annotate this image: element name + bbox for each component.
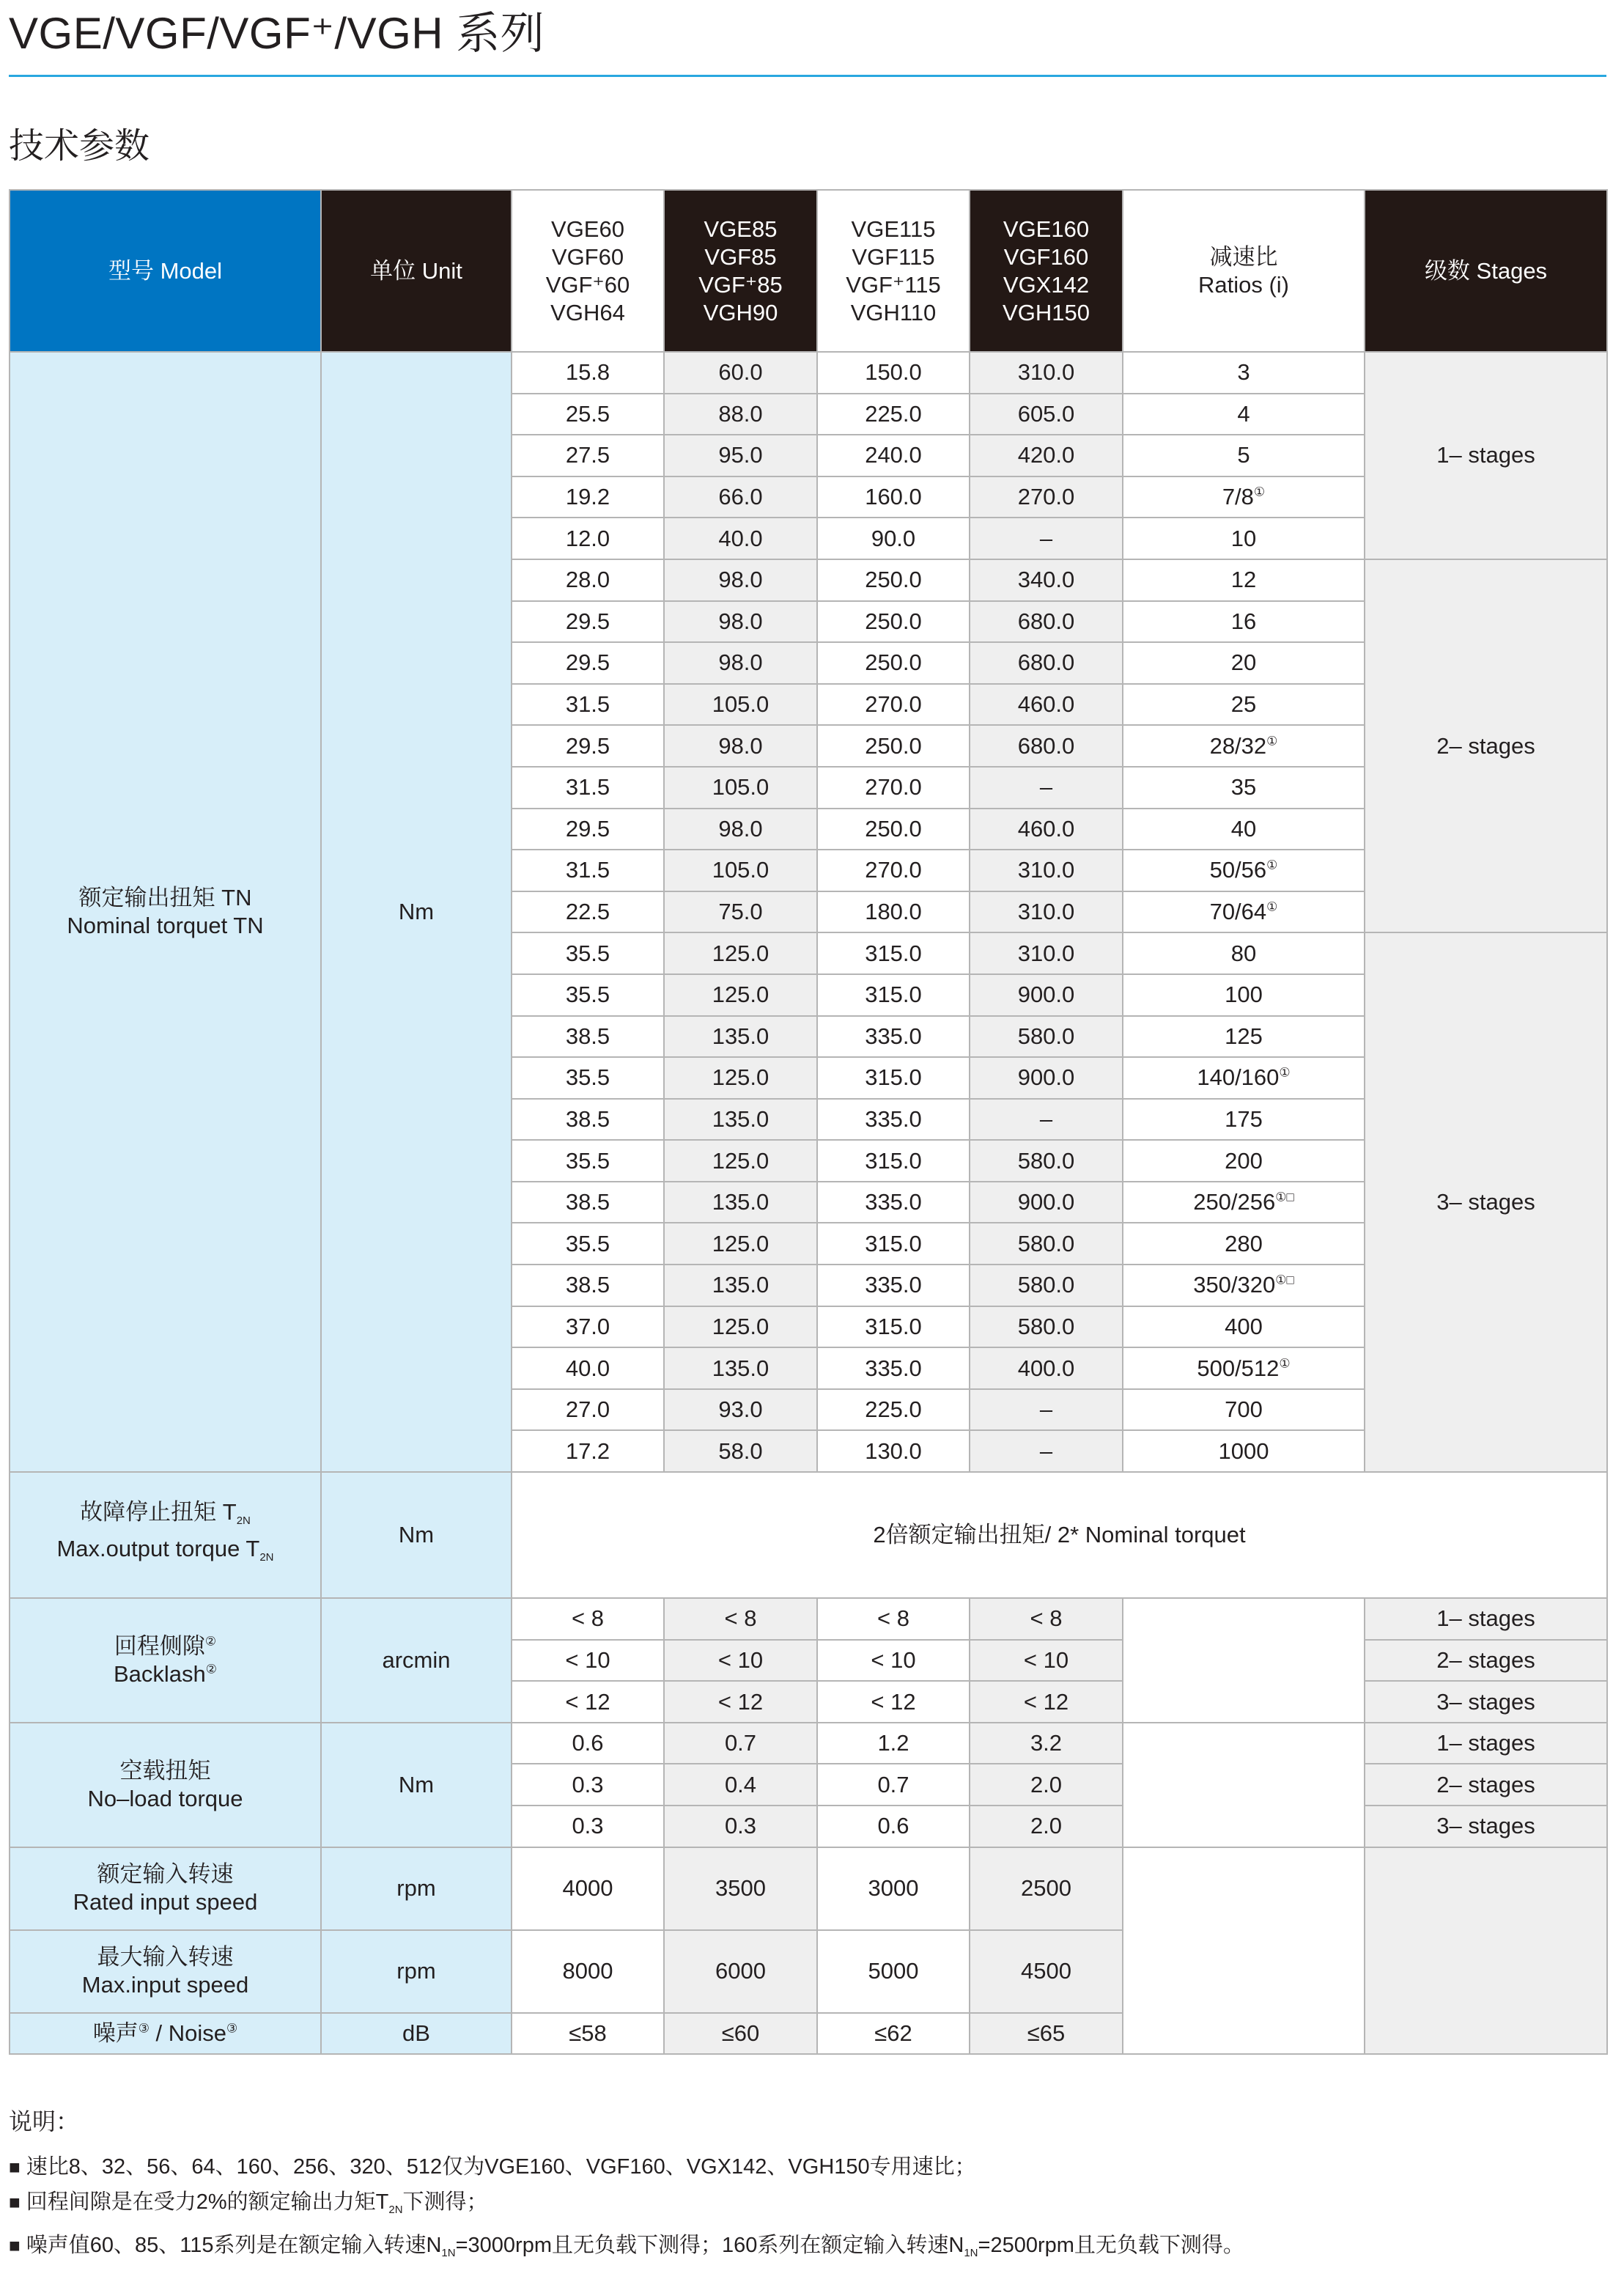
notes-heading: 说明： — [9, 2108, 80, 2135]
value-cell: 0.6 — [512, 1723, 664, 1764]
header-stages: 级数 Stages — [1365, 190, 1607, 352]
value-cell: 180.0 — [817, 891, 970, 933]
empty-ratio-cell — [1123, 1598, 1365, 1723]
value-cell: 270.0 — [970, 476, 1123, 518]
value-cell: 900.0 — [970, 1057, 1123, 1099]
header-col-160: VGE160 VGF160 VGX142 VGH150 — [970, 190, 1123, 352]
stage-cell: 1– stages — [1365, 352, 1607, 559]
stage-cell: 2– stages — [1365, 1764, 1607, 1806]
value-cell: 98.0 — [664, 559, 817, 601]
table-row — [10, 1472, 1607, 1598]
ratio-cell: 400 — [1123, 1306, 1365, 1348]
value-cell: 35.5 — [512, 974, 664, 1016]
row-label: 最大输入转速 Max.input speed — [10, 1930, 321, 2013]
ratio-cell: 250/256①□ — [1123, 1182, 1365, 1223]
value-cell: 125.0 — [664, 1306, 817, 1348]
unit-cell: rpm — [321, 1847, 512, 1930]
page-title: VGE/VGF/VGF⁺/VGH 系列 — [9, 9, 545, 58]
value-cell: 680.0 — [970, 601, 1123, 643]
value-cell: 225.0 — [817, 1389, 970, 1431]
note-1-text: 速比8、32、56、64、160、256、320、512仅为VGE160、VGF160、VGX142、VGH150专用速比； — [26, 2155, 976, 2179]
header-col-60: VGE60 VGF60 VGF⁺60 VGH64 — [512, 190, 664, 352]
value-cell: < 8 — [664, 1598, 817, 1640]
stage-cell: 3– stages — [1365, 1806, 1607, 1847]
value-cell: 2.0 — [970, 1806, 1123, 1847]
table-row — [10, 1847, 1607, 1930]
value-cell: 31.5 — [512, 767, 664, 809]
note-2-text: 回程间隙是在受力2%的额定输出力矩$T_{2N}$下测得； — [26, 2190, 488, 2216]
value-cell: 135.0 — [664, 1016, 817, 1058]
value-cell: ≤60 — [664, 2013, 817, 2055]
value-cell: 315.0 — [817, 1223, 970, 1265]
value-cell: 2500 — [970, 1847, 1123, 1930]
value-cell: 98.0 — [664, 809, 817, 850]
unit-cell: arcmin — [321, 1598, 512, 1723]
value-cell: < 12 — [817, 1681, 970, 1723]
value-cell: 0.6 — [817, 1806, 970, 1847]
value-cell: 66.0 — [664, 476, 817, 518]
value-cell: 420.0 — [970, 435, 1123, 476]
value-cell: 60.0 — [664, 352, 817, 394]
value-cell: – — [970, 1430, 1123, 1472]
unit-cell: rpm — [321, 1930, 512, 2013]
value-cell: 340.0 — [970, 559, 1123, 601]
value-cell: 37.0 — [512, 1306, 664, 1348]
value-cell: 315.0 — [817, 1140, 970, 1182]
value-cell: 135.0 — [664, 1099, 817, 1141]
value-cell: 35.5 — [512, 1140, 664, 1182]
row-label: 故障停止扭矩 $T_{2N}$ Max.output torque $T_{2N}$ — [10, 1472, 321, 1598]
value-cell: 95.0 — [664, 435, 817, 476]
ratio-cell: 20 — [1123, 642, 1365, 684]
value-cell: 90.0 — [817, 518, 970, 559]
value-cell: 605.0 — [970, 394, 1123, 435]
value-cell: < 8 — [970, 1598, 1123, 1640]
value-cell: 25.5 — [512, 394, 664, 435]
empty-ratio-cell — [1123, 1723, 1365, 1847]
value-cell: 6000 — [664, 1930, 817, 2013]
note-2 — [9, 2184, 1606, 2228]
ratio-cell: 500/512① — [1123, 1347, 1365, 1389]
value-cell: 240.0 — [817, 435, 970, 476]
note-1 — [9, 2149, 1606, 2184]
title-rule — [9, 75, 1606, 77]
value-cell: 270.0 — [817, 850, 970, 891]
ratio-cell: 700 — [1123, 1389, 1365, 1431]
value-cell: 460.0 — [970, 809, 1123, 850]
value-cell: < 10 — [817, 1640, 970, 1682]
value-cell: 580.0 — [970, 1306, 1123, 1348]
value-cell: 5000 — [817, 1930, 970, 2013]
value-cell: < 8 — [512, 1598, 664, 1640]
value-cell: 31.5 — [512, 850, 664, 891]
value-cell: 28.0 — [512, 559, 664, 601]
ratio-cell: 4 — [1123, 394, 1365, 435]
value-cell: 38.5 — [512, 1099, 664, 1141]
ratio-cell: 140/160① — [1123, 1057, 1365, 1099]
empty-ratio-cell — [1123, 1847, 1365, 2055]
value-cell: 125.0 — [664, 1223, 817, 1265]
value-cell: – — [970, 518, 1123, 559]
value-cell: 250.0 — [817, 601, 970, 643]
value-cell: 1.2 — [817, 1723, 970, 1764]
ratio-cell: 125 — [1123, 1016, 1365, 1058]
value-cell: 580.0 — [970, 1265, 1123, 1306]
note-3 — [9, 2228, 1606, 2271]
header-ratios: 减速比 Ratios (i) — [1123, 190, 1365, 352]
header-col-85: VGE85 VGF85 VGF⁺85 VGH90 — [664, 190, 817, 352]
value-cell: 315.0 — [817, 974, 970, 1016]
value-cell: 98.0 — [664, 601, 817, 643]
value-cell: 27.5 — [512, 435, 664, 476]
value-cell: 250.0 — [817, 642, 970, 684]
stage-cell: 2– stages — [1365, 559, 1607, 932]
ratio-cell: 280 — [1123, 1223, 1365, 1265]
value-cell: 335.0 — [817, 1265, 970, 1306]
ratio-cell: 10 — [1123, 518, 1365, 559]
value-cell: 3000 — [817, 1847, 970, 1930]
table-header-row — [10, 190, 1607, 352]
spec-table — [9, 189, 1608, 2055]
value-cell: 93.0 — [664, 1389, 817, 1431]
ratio-cell: 12 — [1123, 559, 1365, 601]
value-cell: – — [970, 1389, 1123, 1431]
table-body — [10, 352, 1607, 2054]
value-cell: 98.0 — [664, 725, 817, 767]
ratio-cell: 3 — [1123, 352, 1365, 394]
value-cell: 31.5 — [512, 684, 664, 726]
value-cell: 130.0 — [817, 1430, 970, 1472]
row-label: 回程侧隙② Backlash② — [10, 1598, 321, 1723]
value-cell: 0.7 — [664, 1723, 817, 1764]
value-cell: < 10 — [664, 1640, 817, 1682]
value-cell: 4500 — [970, 1930, 1123, 2013]
header-model: 型号 Model — [10, 190, 321, 352]
ratio-cell: 200 — [1123, 1140, 1365, 1182]
value-cell: 0.7 — [817, 1764, 970, 1806]
value-cell: 22.5 — [512, 891, 664, 933]
value-cell: 2.0 — [970, 1764, 1123, 1806]
row-label: 额定输出扭矩 TN Nominal torquet TN — [10, 352, 321, 1472]
bullet-square-icon: ■ — [9, 2191, 21, 2213]
value-cell: 150.0 — [817, 352, 970, 394]
value-cell: 225.0 — [817, 394, 970, 435]
value-cell: 35.5 — [512, 932, 664, 974]
value-cell: 29.5 — [512, 601, 664, 643]
value-cell: 580.0 — [970, 1223, 1123, 1265]
ratio-cell: 25 — [1123, 684, 1365, 726]
value-cell: 125.0 — [664, 932, 817, 974]
value-cell: 4000 — [512, 1847, 664, 1930]
value-cell: 680.0 — [970, 642, 1123, 684]
header-unit: 单位 Unit — [321, 190, 512, 352]
value-cell: – — [970, 767, 1123, 809]
value-cell: 310.0 — [970, 932, 1123, 974]
value-cell: 310.0 — [970, 891, 1123, 933]
table-row — [10, 1723, 1607, 1764]
unit-cell: dB — [321, 2013, 512, 2055]
value-cell: 38.5 — [512, 1016, 664, 1058]
notes — [9, 2104, 1606, 2271]
ratio-cell: 40 — [1123, 809, 1365, 850]
value-cell: 98.0 — [664, 642, 817, 684]
stage-cell: 2– stages — [1365, 1640, 1607, 1682]
value-cell: 315.0 — [817, 1306, 970, 1348]
value-cell: 135.0 — [664, 1347, 817, 1389]
value-cell: 580.0 — [970, 1016, 1123, 1058]
value-cell: 40.0 — [664, 518, 817, 559]
value-cell: 29.5 — [512, 642, 664, 684]
table-row — [10, 352, 1607, 394]
unit-cell: Nm — [321, 1472, 512, 1598]
table-row — [10, 1598, 1607, 1640]
row-label: 空载扭矩 No–load torque — [10, 1723, 321, 1847]
value-cell: 250.0 — [817, 559, 970, 601]
value-cell: 400.0 — [970, 1347, 1123, 1389]
value-cell: 270.0 — [817, 767, 970, 809]
ratio-cell: 5 — [1123, 435, 1365, 476]
stage-cell: 1– stages — [1365, 1723, 1607, 1764]
ratio-cell: 100 — [1123, 974, 1365, 1016]
value-cell: 335.0 — [817, 1099, 970, 1141]
bullet-square-icon: ■ — [9, 2156, 21, 2178]
stage-cell: 3– stages — [1365, 1681, 1607, 1723]
value-cell: 125.0 — [664, 1057, 817, 1099]
value-cell: 315.0 — [817, 932, 970, 974]
value-cell: 40.0 — [512, 1347, 664, 1389]
value-cell: 8000 — [512, 1930, 664, 2013]
value-cell: 3.2 — [970, 1723, 1123, 1764]
value-cell: 88.0 — [664, 394, 817, 435]
value-cell: 0.4 — [664, 1764, 817, 1806]
value-cell: 315.0 — [817, 1057, 970, 1099]
empty-stage-cell — [1365, 1847, 1607, 2055]
value-cell: 35.5 — [512, 1223, 664, 1265]
value-cell: 17.2 — [512, 1430, 664, 1472]
ratio-cell: 80 — [1123, 932, 1365, 974]
value-cell: < 12 — [664, 1681, 817, 1723]
ratio-cell: 35 — [1123, 767, 1365, 809]
value-cell: 680.0 — [970, 725, 1123, 767]
value-cell: 460.0 — [970, 684, 1123, 726]
value-cell: 3500 — [664, 1847, 817, 1930]
ratio-cell: 16 — [1123, 601, 1365, 643]
ratio-cell: 28/32① — [1123, 725, 1365, 767]
value-cell: 900.0 — [970, 974, 1123, 1016]
value-cell: 270.0 — [817, 684, 970, 726]
value-cell: 75.0 — [664, 891, 817, 933]
unit-cell: Nm — [321, 1723, 512, 1847]
ratio-cell: 7/8① — [1123, 476, 1365, 518]
value-cell: 250.0 — [817, 725, 970, 767]
value-cell: 310.0 — [970, 352, 1123, 394]
value-cell: 580.0 — [970, 1140, 1123, 1182]
value-cell: 105.0 — [664, 767, 817, 809]
value-cell: < 12 — [970, 1681, 1123, 1723]
value-cell: 335.0 — [817, 1016, 970, 1058]
max-torque-value: 2倍额定输出扭矩/ 2* Nominal torquet — [512, 1472, 1607, 1598]
value-cell: 335.0 — [817, 1347, 970, 1389]
value-cell: – — [970, 1099, 1123, 1141]
row-label: 额定输入转速 Rated input speed — [10, 1847, 321, 1930]
note-3-text: 噪声值60、85、115系列是在额定输入转速$N_{1N}=3000rpm$且无负载下测得；160系列在额定输入转速$N_{1N}=2500rpm$且无负载下测得。 — [26, 2234, 1244, 2259]
value-cell: 38.5 — [512, 1182, 664, 1223]
value-cell: 0.3 — [664, 1806, 817, 1847]
value-cell: 105.0 — [664, 850, 817, 891]
value-cell: 310.0 — [970, 850, 1123, 891]
value-cell: 38.5 — [512, 1265, 664, 1306]
ratio-cell: 1000 — [1123, 1430, 1365, 1472]
value-cell: 900.0 — [970, 1182, 1123, 1223]
ratio-cell: 350/320①□ — [1123, 1265, 1365, 1306]
value-cell: 125.0 — [664, 974, 817, 1016]
value-cell: 29.5 — [512, 725, 664, 767]
stage-cell: 3– stages — [1365, 932, 1607, 1472]
value-cell: ≤65 — [970, 2013, 1123, 2055]
value-cell: 0.3 — [512, 1806, 664, 1847]
unit-cell: Nm — [321, 352, 512, 1472]
value-cell: 250.0 — [817, 809, 970, 850]
ratio-cell: 70/64① — [1123, 891, 1365, 933]
value-cell: 105.0 — [664, 684, 817, 726]
value-cell: 35.5 — [512, 1057, 664, 1099]
value-cell: ≤58 — [512, 2013, 664, 2055]
value-cell: 135.0 — [664, 1265, 817, 1306]
value-cell: 125.0 — [664, 1140, 817, 1182]
header-col-115: VGE115 VGF115 VGF⁺115 VGH110 — [817, 190, 970, 352]
ratio-cell: 175 — [1123, 1099, 1365, 1141]
ratio-cell: 50/56① — [1123, 850, 1365, 891]
value-cell: 27.0 — [512, 1389, 664, 1431]
value-cell: < 10 — [512, 1640, 664, 1682]
value-cell: 15.8 — [512, 352, 664, 394]
stage-cell: 1– stages — [1365, 1598, 1607, 1640]
value-cell: < 10 — [970, 1640, 1123, 1682]
value-cell: 160.0 — [817, 476, 970, 518]
value-cell: < 12 — [512, 1681, 664, 1723]
value-cell: 19.2 — [512, 476, 664, 518]
value-cell: ≤62 — [817, 2013, 970, 2055]
value-cell: 335.0 — [817, 1182, 970, 1223]
value-cell: 135.0 — [664, 1182, 817, 1223]
row-label: 噪声③ / Noise③ — [10, 2013, 321, 2055]
value-cell: 12.0 — [512, 518, 664, 559]
value-cell: < 8 — [817, 1598, 970, 1640]
value-cell: 0.3 — [512, 1764, 664, 1806]
bullet-square-icon: ■ — [9, 2234, 21, 2256]
value-cell: 29.5 — [512, 809, 664, 850]
section-title: 技术参数 — [9, 127, 150, 166]
value-cell: 58.0 — [664, 1430, 817, 1472]
